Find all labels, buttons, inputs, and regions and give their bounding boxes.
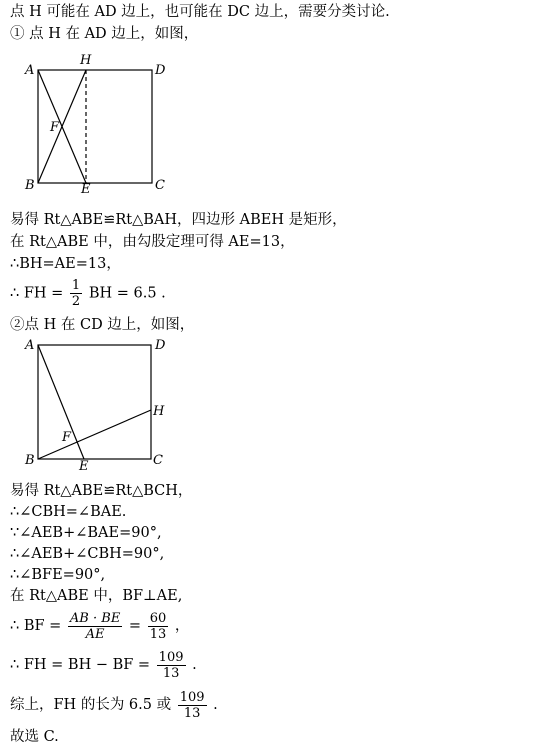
conclusion-line bbox=[10, 688, 218, 722]
fig2-segment-BH bbox=[38, 410, 151, 459]
case2-angle-equal: ∴∠CBH=∠BAE. bbox=[10, 504, 127, 520]
fraction-denominator: 13 bbox=[183, 705, 201, 721]
fig2-label-H: H bbox=[153, 404, 165, 419]
fig2-label-B: B bbox=[25, 453, 35, 468]
fig1-label-F: F bbox=[50, 120, 60, 135]
fraction-numerator: AB · BE bbox=[69, 610, 121, 626]
conclusion-prefix: 综上，FH 的长为 6.5 或 bbox=[10, 697, 172, 713]
fig1-segment-AE bbox=[38, 70, 86, 183]
fraction-denominator: AE bbox=[85, 626, 105, 642]
fig2-label-A: A bbox=[25, 338, 35, 353]
fig2-label-C: C bbox=[153, 453, 163, 468]
case1-fh-prefix: ∴ FH = bbox=[10, 285, 64, 302]
fraction-numerator: 109 bbox=[158, 649, 184, 665]
bf-prefix: ∴ BF = bbox=[10, 618, 62, 634]
fig2-label-F: F bbox=[62, 430, 72, 445]
fraction-denominator: 2 bbox=[71, 294, 81, 309]
fraction-denominator: 13 bbox=[162, 665, 180, 681]
fig2-label-E: E bbox=[79, 459, 89, 474]
case2-perpendicular: 在 Rt△ABE 中，BF⊥AE, bbox=[10, 588, 183, 604]
fraction-numerator: 109 bbox=[179, 689, 205, 705]
case1-fh-equation bbox=[10, 278, 166, 309]
intro-line: 点 H 可能在 AD 边上，也可能在 DC 边上，需要分类讨论. bbox=[10, 4, 390, 20]
fig1-label-E: E bbox=[81, 182, 91, 197]
case1-heading: ① 点 H 在 AD 边上，如图， bbox=[10, 26, 199, 42]
fraction-ab-be-over-ae bbox=[68, 611, 122, 642]
fraction-numerator: 1 bbox=[71, 278, 81, 293]
fh-suffix: . bbox=[192, 657, 197, 673]
fig1-rectangle bbox=[38, 70, 152, 183]
case2-heading: ②点 H 在 CD 边上，如图， bbox=[10, 317, 195, 333]
fig2-rectangle bbox=[38, 345, 151, 459]
case2-congruence: 易得 Rt△ABE≌Rt△BCH， bbox=[10, 483, 193, 499]
fraction-109-over-13 bbox=[157, 650, 186, 681]
fig1-segment-BH bbox=[38, 70, 86, 183]
fh-prefix: ∴ FH = BH − BF = bbox=[10, 657, 151, 673]
fraction-one-half bbox=[70, 278, 82, 309]
conclusion-suffix: . bbox=[213, 697, 218, 713]
case1-congruence: 易得 Rt△ABE≌Rt△BAH，四边形 ABEH 是矩形， bbox=[10, 212, 347, 228]
fraction-60-over-13 bbox=[148, 611, 169, 642]
fraction-denominator: 13 bbox=[149, 626, 167, 642]
fig1-label-B: B bbox=[25, 178, 35, 193]
fig1-label-H: H bbox=[80, 53, 92, 68]
fraction-109-over-13-final bbox=[178, 690, 207, 721]
fig1-label-A: A bbox=[25, 63, 35, 78]
equals-sign: = bbox=[128, 618, 142, 634]
fig2-label-D: D bbox=[155, 338, 166, 353]
fig1-label-C: C bbox=[155, 178, 165, 193]
case2-angle-sum: ∵∠AEB+∠BAE=90°, bbox=[10, 525, 162, 541]
case1-fh-suffix: BH = 6.5 . bbox=[88, 285, 166, 302]
answer-line: 故选 C. bbox=[10, 729, 59, 745]
fig2-segment-AE bbox=[38, 345, 84, 459]
fig1-label-D: D bbox=[155, 63, 166, 78]
case2-right-angle: ∴∠BFE=90°, bbox=[10, 567, 106, 583]
fraction-numerator: 60 bbox=[149, 610, 167, 626]
case2-angle-sum-2: ∴∠AEB+∠CBH=90°, bbox=[10, 546, 165, 562]
case2-fh-equation bbox=[10, 648, 197, 682]
case1-bh: ∴BH=AE=13， bbox=[10, 256, 121, 272]
case2-bf-equation bbox=[10, 608, 189, 644]
bf-suffix: ， bbox=[174, 618, 190, 634]
case1-pythagoras: 在 Rt△ABE 中，由勾股定理可得 AE=13， bbox=[10, 234, 295, 250]
